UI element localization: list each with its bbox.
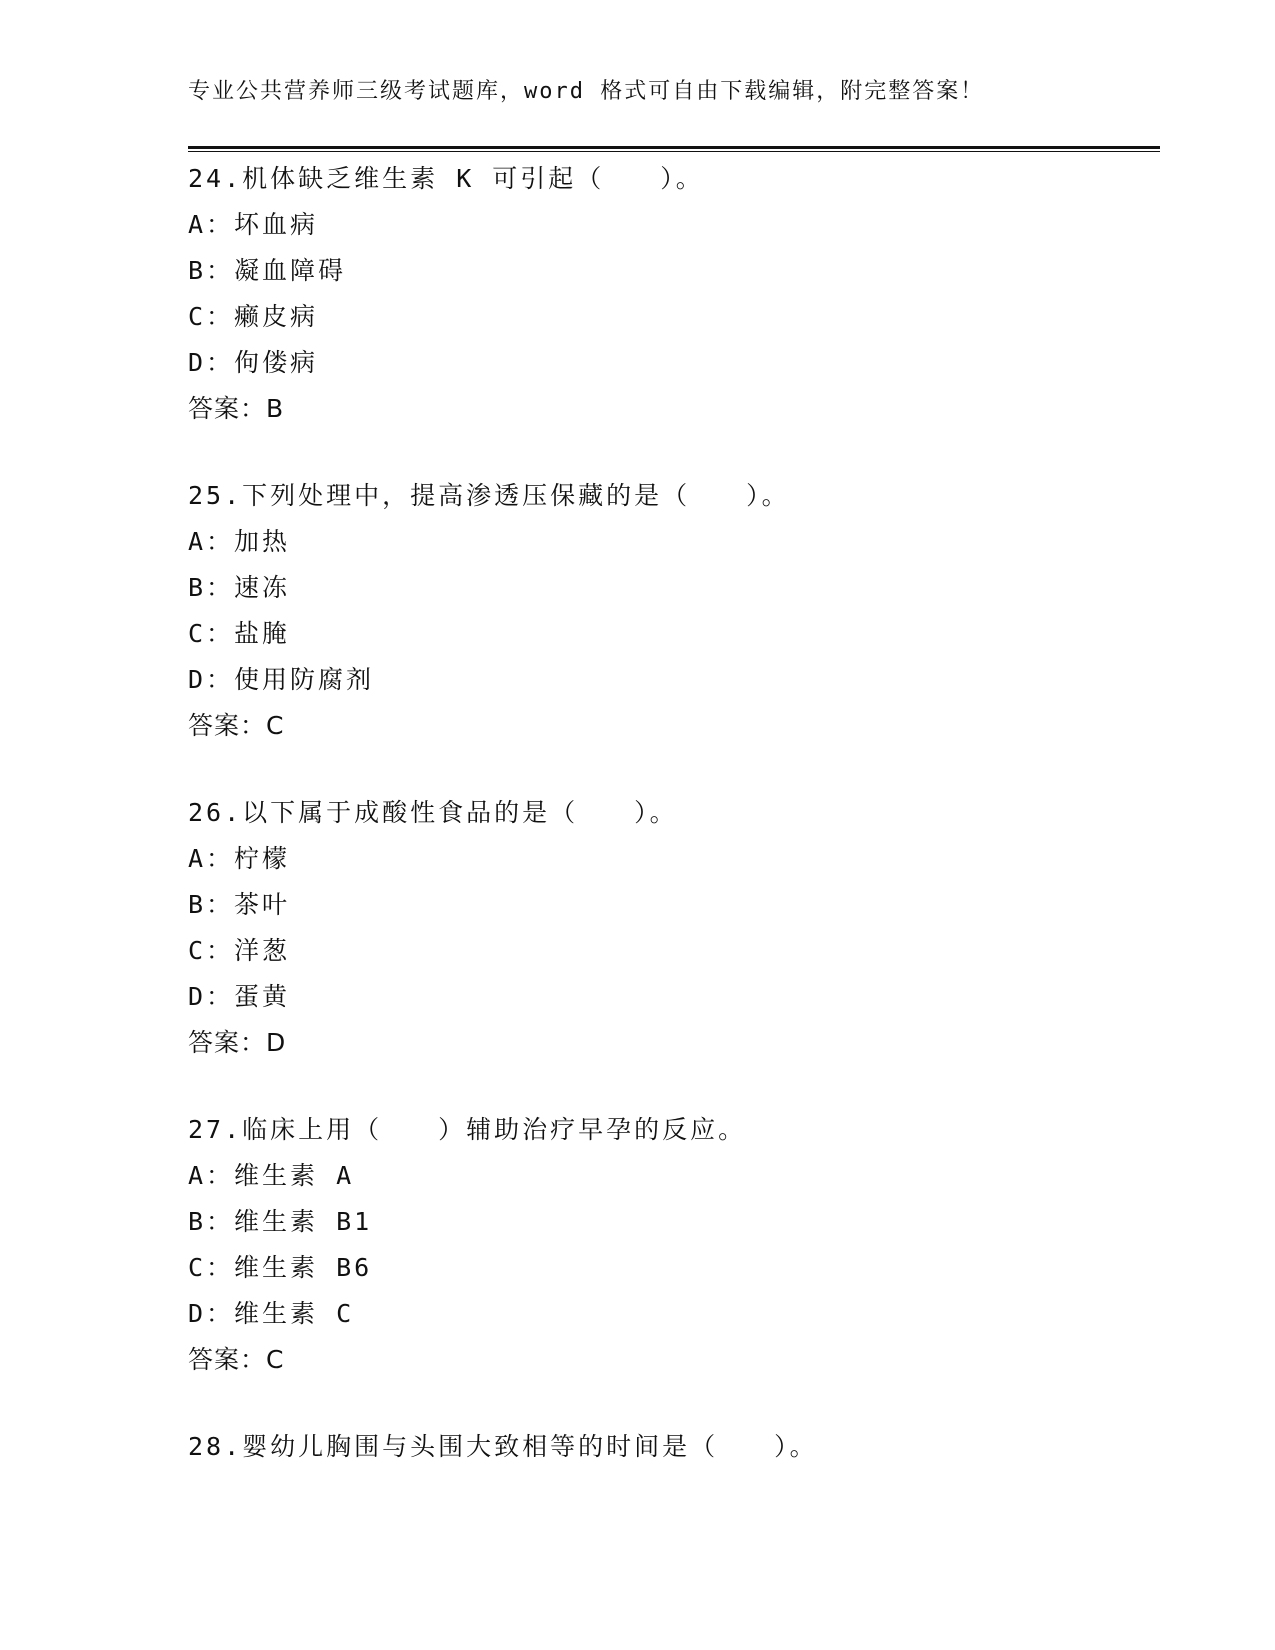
option-d: D：使用防腐剂 — [188, 665, 375, 694]
option-c: C：维生素 B6 — [188, 1253, 373, 1282]
option-d: D：维生素 C — [188, 1299, 355, 1328]
answer: 答案：C — [188, 1345, 285, 1374]
option-c: C：洋葱 — [188, 936, 291, 965]
question-stem: 25.下列处理中，提高渗透压保藏的是（ ）。 — [188, 481, 790, 510]
header-divider — [188, 146, 1160, 152]
question-stem: 28.婴幼儿胸围与头围大致相等的时间是（ ）。 — [188, 1432, 818, 1461]
question-28 — [188, 1424, 1148, 1470]
question-25 — [188, 473, 1148, 749]
question-stem: 24.机体缺乏维生素 K 可引起（ ）。 — [188, 164, 704, 193]
answer: 答案：C — [188, 711, 285, 740]
option-a: A：柠檬 — [188, 844, 291, 873]
option-c: C：盐腌 — [188, 619, 291, 648]
option-b: B：维生素 B1 — [188, 1207, 373, 1236]
answer: 答案：B — [188, 394, 285, 423]
question-27 — [188, 1107, 1148, 1383]
answer: 答案：D — [188, 1028, 287, 1057]
option-a: A：加热 — [188, 527, 291, 556]
option-d: D：蛋黄 — [188, 982, 291, 1011]
option-b: B：凝血障碍 — [188, 256, 347, 285]
question-list — [188, 156, 1148, 1511]
option-b: B：茶叶 — [188, 890, 291, 919]
page-header: 专业公共营养师三级考试题库，word 格式可自由下载编辑，附完整答案！ — [188, 79, 985, 104]
option-d: D：佝偻病 — [188, 348, 319, 377]
question-26 — [188, 790, 1148, 1066]
option-a: A：坏血病 — [188, 210, 319, 239]
option-c: C：癞皮病 — [188, 302, 319, 331]
option-b: B：速冻 — [188, 573, 291, 602]
option-a: A：维生素 A — [188, 1161, 355, 1190]
question-24 — [188, 156, 1148, 432]
question-stem: 27.临床上用（ ）辅助治疗早孕的反应。 — [188, 1115, 747, 1144]
question-stem: 26.以下属于成酸性食品的是（ ）。 — [188, 798, 678, 827]
